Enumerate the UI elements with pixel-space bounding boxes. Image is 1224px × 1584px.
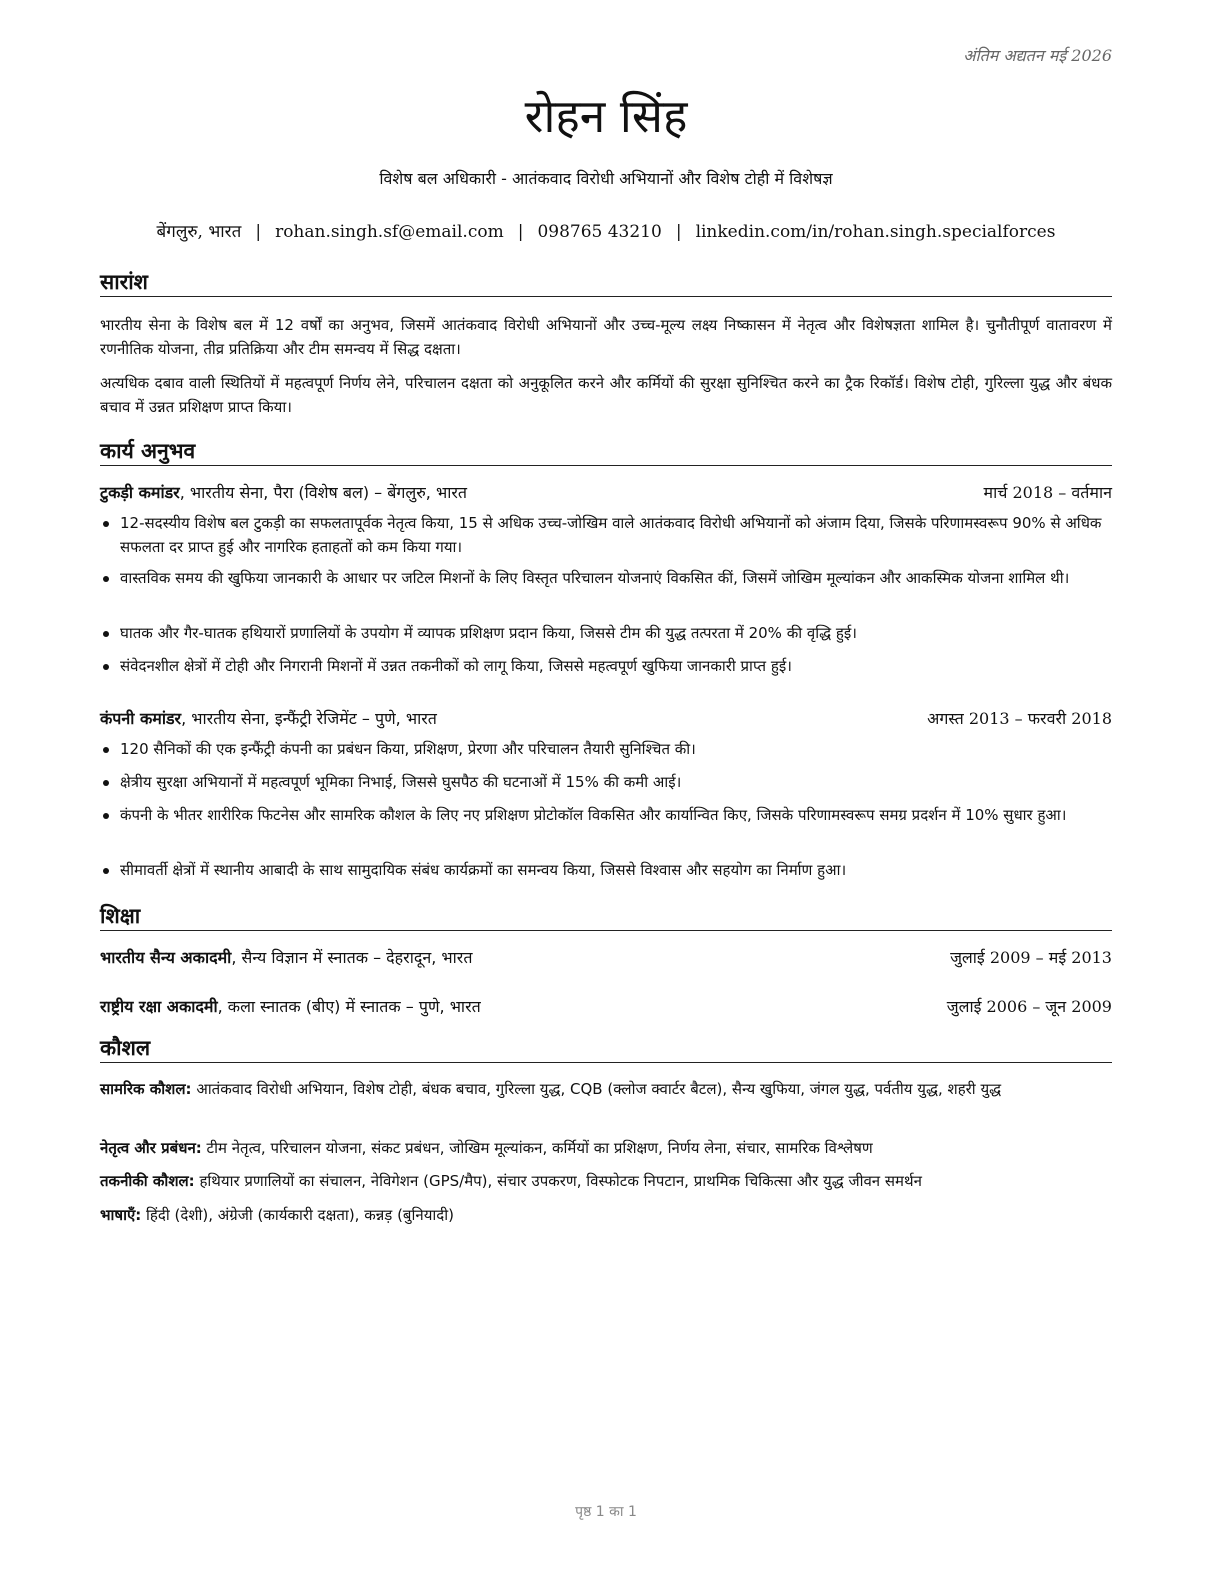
education-entry [100, 946, 1112, 970]
institution-name: भारतीय सैन्य अकादमी [100, 948, 232, 967]
skill-text: हथियार प्रणालियों का संचालन, नेविगेशन (GPS/मैप), संचार उपकरण, विस्फोटक निपटान, प्राथमिक चिकित्सा और युद्ध जीवन समर्थन [194, 1172, 922, 1190]
contact-email[interactable]: rohan.singh.sf@email.com [275, 222, 504, 242]
contact-location: बेंगलुरु, भारत [156, 222, 242, 242]
education-dates: जुलाई 2006 – जून 2009 [946, 997, 1112, 1016]
job-organization: , भारतीय सेना, पैरा (विशेष बल) – बेंगलुरु, भारत [179, 483, 468, 502]
skill-label: सामरिक कौशल: [100, 1080, 192, 1098]
section-heading-skills: कौशल [100, 1034, 1112, 1063]
contact-linkedin[interactable]: linkedin.com/in/rohan.singh.specialforces [695, 222, 1056, 242]
candidate-name: रोहन सिंह [524, 89, 688, 143]
summary-paragraph: भारतीय सेना के विशेष बल में 12 वर्षों का अनुभव, जिसमें आतंकवाद विरोधी अभियानों और उच्च-मूल्य लक्ष्य निष्कासन में नेतृत्व और विशेषज्ञता शामिल है। चुनौतीपूर्ण वातावरण में रणनीतिक योजना, तीव्र प्रतिक्रिया और टीम समन्वय में सिद्ध दक्षता। [100, 316, 1112, 358]
tagline: विशेष बल अधिकारी - आतंकवाद विरोधी अभियानों और विशेष टोही में विशेषज्ञ [379, 169, 833, 188]
section-heading-education: शिक्षा [100, 902, 1112, 931]
education-entry [100, 995, 1112, 1019]
education-dates: जुलाई 2009 – मई 2013 [950, 948, 1112, 967]
list-item: क्षेत्रीय सुरक्षा अभियानों में महत्वपूर्ण भूमिका निभाई, जिससे घुसपैठ की घटनाओं में 15% की कमी आई। [100, 770, 1112, 794]
skill-text: हिंदी (देशी), अंग्रेजी (कार्यकारी दक्षता), कन्नड़ (बुनियादी) [141, 1206, 454, 1224]
skill-label: नेतृत्व और प्रबंधन: [100, 1139, 202, 1157]
resume-page [100, 0, 1112, 1584]
section-heading-summary: सारांश [100, 268, 1112, 297]
job-title: कंपनी कमांडर [100, 709, 182, 728]
list-item: कंपनी के भीतर शारीरिक फिटनेस और सामरिक कौशल के लिए नए प्रशिक्षण प्रोटोकॉल विकसित और कार्यान्वित किए, जिसके परिणामस्वरूप समग्र प्रदर्शन में 10% सुधार हुआ। [100, 803, 1112, 827]
page-number: पृष्ठ 1 का 1 [575, 1504, 637, 1520]
section-heading-experience: कार्य अनुभव [100, 437, 1112, 466]
degree-detail: , कला स्नातक (बीए) में स्नातक – पुणे, भारत [217, 997, 481, 1016]
list-item: घातक और गैर-घातक हथियारों प्रणालियों के उपयोग में व्यापक प्रशिक्षण प्रदान किया, जिससे टीम की युद्ध तत्परता में 20% की वृद्धि हुई। [100, 621, 1112, 645]
list-item: सीमावर्ती क्षेत्रों में स्थानीय आबादी के साथ सामुदायिक संबंध कार्यक्रमों का समन्वय किया, जिससे विश्वास और सहयोग का निर्माण हुआ। [100, 858, 1112, 882]
skill-row [100, 1203, 1112, 1227]
skill-row [100, 1077, 1112, 1101]
contact-phone: 098765 43210 [537, 222, 662, 242]
summary-paragraph: अत्यधिक दबाव वाली स्थितियों में महत्वपूर्ण निर्णय लेने, परिचालन दक्षता को अनुकूलित करने और कर्मियों की सुरक्षा सुनिश्चित करने का ट्रैक रिकॉर्ड। विशेष टोही, गुरिल्ला युद्ध और बंधक बचाव में उन्नत प्रशिक्षण प्राप्त किया। [100, 374, 1112, 416]
contact-separator: | [255, 222, 262, 242]
institution-name: राष्ट्रीय रक्षा अकादमी [100, 997, 218, 1016]
job-title: टुकड़ी कमांडर [100, 483, 180, 502]
last-updated: अंतिम अद्यतन मई 2026 [963, 46, 1112, 65]
list-item: 12-सदस्यीय विशेष बल टुकड़ी का सफलतापूर्वक नेतृत्व किया, 15 से अधिक उच्च-जोखिम वाले आतंकवाद विरोधी अभियानों को अंजाम दिया, जिसके परिणामस्वरूप 90% से अधिक सफलता दर प्राप्त हुई और नागरिक हताहतों को कम किया गया। [100, 511, 1112, 559]
contact-separator: | [675, 222, 682, 242]
contact-line [100, 219, 1112, 245]
skill-text: टीम नेतृत्व, परिचालन योजना, संकट प्रबंधन, जोखिम मूल्यांकन, कर्मियों का प्रशिक्षण, निर्णय लेना, संचार, सामरिक विश्लेषण [201, 1139, 873, 1157]
degree-detail: , सैन्य विज्ञान में स्नातक – देहरादून, भारत [231, 948, 473, 967]
skill-label: भाषाएँ: [100, 1206, 142, 1224]
list-item: संवेदनशील क्षेत्रों में टोही और निगरानी मिशनों में उन्नत तकनीकों को लागू किया, जिससे महत्वपूर्ण खुफिया जानकारी प्राप्त हुई। [100, 654, 1112, 678]
list-item: 120 सैनिकों की एक इन्फैंट्री कंपनी का प्रबंधन किया, प्रशिक्षण, प्रेरणा और परिचालन तैयारी सुनिश्चित की। [100, 737, 1112, 761]
contact-separator: | [517, 222, 524, 242]
job-dates: मार्च 2018 – वर्तमान [983, 483, 1112, 502]
job-organization: , भारतीय सेना, इन्फैंट्री रेजिमेंट – पुणे, भारत [181, 709, 437, 728]
job-dates: अगस्त 2013 – फरवरी 2018 [927, 709, 1112, 728]
experience-entry-header [100, 481, 1112, 505]
skill-text: आतंकवाद विरोधी अभियान, विशेष टोही, बंधक बचाव, गुरिल्ला युद्ध, CQB (क्लोज क्वार्टर बैटल), सैन्य खुफिया, जंगल युद्ध, पर्वतीय युद्ध, शहरी युद्ध [191, 1080, 1002, 1098]
experience-entry-header [100, 707, 1112, 731]
skill-label: तकनीकी कौशल: [100, 1172, 195, 1190]
list-item: वास्तविक समय की खुफिया जानकारी के आधार पर जटिल मिशनों के लिए विस्तृत परिचालन योजनाएं विकसित कीं, जिसमें जोखिम मूल्यांकन और आकस्मिक योजना शामिल थी। [100, 566, 1112, 590]
skill-row [100, 1169, 1112, 1193]
skill-row [100, 1136, 1112, 1160]
